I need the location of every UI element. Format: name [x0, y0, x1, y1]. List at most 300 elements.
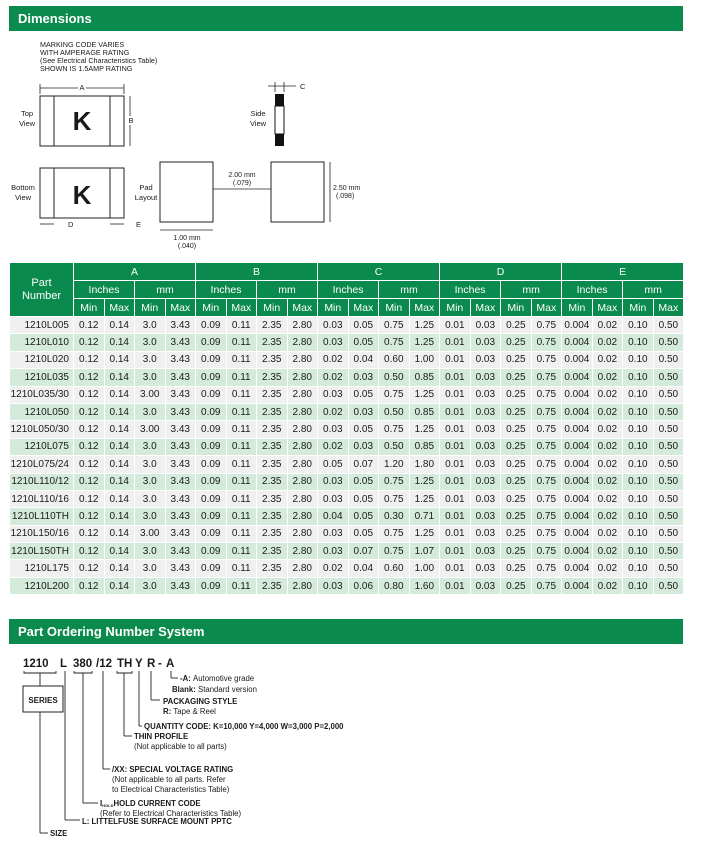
table-cell: 0.05	[348, 334, 379, 351]
table-cell: 2.80	[287, 334, 318, 351]
table-cell: 0.09	[196, 577, 227, 594]
code-part-voltage: /12	[96, 658, 112, 670]
table-cell: 1.07	[409, 543, 440, 560]
table-cell: 3.0	[135, 351, 166, 368]
dimensions-table-header	[10, 263, 684, 317]
table-cell: 1.25	[409, 421, 440, 438]
pad-layout-label-2: Layout	[134, 193, 158, 202]
table-cell: 1.25	[409, 386, 440, 403]
part-number-cell: 1210L150/16	[10, 525, 74, 542]
table-cell: 0.03	[318, 386, 349, 403]
table-cell: 2.80	[287, 490, 318, 507]
table-cell: 1.80	[409, 456, 440, 473]
table-row	[10, 473, 684, 490]
hold-current-title: IHOLDHOLD CURRENT CODE	[100, 799, 201, 808]
table-cell: 0.03	[318, 334, 349, 351]
voltage-desc-1: (Not applicable to all parts. Refer	[112, 775, 226, 784]
table-cell: 0.03	[348, 438, 379, 455]
table-cell: 2.80	[287, 438, 318, 455]
voltage-title: /XX: SPECIAL VOLTAGE RATING	[112, 765, 234, 774]
part-number-header: Part Number	[10, 263, 74, 317]
table-cell: 0.01	[440, 438, 471, 455]
table-cell: 2.80	[287, 421, 318, 438]
dim-c-label: C	[300, 82, 306, 91]
table-cell: 0.004	[562, 403, 593, 420]
ordering-section-header: Part Ordering Number System	[9, 619, 683, 644]
table-cell: 0.12	[74, 490, 105, 507]
table-cell: 3.0	[135, 317, 166, 334]
table-cell: 0.03	[470, 386, 501, 403]
table-cell: 0.75	[531, 525, 562, 542]
table-cell: 0.75	[379, 386, 410, 403]
table-cell: 0.14	[104, 456, 135, 473]
table-cell: 0.03	[348, 403, 379, 420]
table-cell: 0.75	[531, 317, 562, 334]
minmax-header-e-mm-max: Max	[653, 299, 684, 317]
table-cell: 0.02	[318, 560, 349, 577]
table-cell: 0.03	[348, 369, 379, 386]
table-row	[10, 438, 684, 455]
table-cell: 0.25	[501, 543, 532, 560]
side-view-label-1: Side	[250, 109, 266, 118]
table-cell: 1.25	[409, 317, 440, 334]
table-cell: 0.04	[348, 560, 379, 577]
table-cell: 0.03	[318, 577, 349, 594]
table-cell: 0.50	[653, 577, 684, 594]
table-cell: 0.12	[74, 403, 105, 420]
table-cell: 1.25	[409, 473, 440, 490]
table-cell: 0.01	[440, 369, 471, 386]
table-cell: 0.50	[653, 369, 684, 386]
part-number-cell: 1210L075/24	[10, 456, 74, 473]
table-cell: 0.09	[196, 351, 227, 368]
table-cell: 0.004	[562, 317, 593, 334]
table-cell: 2.80	[287, 543, 318, 560]
table-cell: 0.11	[226, 543, 257, 560]
dim-b-label: B	[128, 116, 134, 125]
table-cell: 0.09	[196, 369, 227, 386]
pad-height-in: (.098)	[336, 193, 355, 200]
table-cell: 0.14	[104, 490, 135, 507]
table-cell: 0.03	[470, 473, 501, 490]
table-cell: 0.01	[440, 543, 471, 560]
table-cell: 1.00	[409, 560, 440, 577]
dimensions-table	[9, 262, 684, 595]
table-cell: 0.12	[74, 369, 105, 386]
group-header-c: C	[318, 263, 440, 281]
table-cell: 0.25	[501, 403, 532, 420]
table-cell: 0.50	[379, 403, 410, 420]
table-cell: 0.12	[74, 543, 105, 560]
table-cell: 0.05	[348, 317, 379, 334]
voltage-desc-2: to Electrical Characteristics Table)	[112, 785, 230, 794]
part-number-cell: 1210L020	[10, 351, 74, 368]
table-cell: 0.12	[74, 473, 105, 490]
table-cell: 0.11	[226, 334, 257, 351]
table-cell: 0.004	[562, 543, 593, 560]
table-cell: 0.50	[653, 421, 684, 438]
table-cell: 2.35	[257, 386, 288, 403]
table-cell: 0.04	[318, 508, 349, 525]
pad-left	[160, 162, 213, 222]
bottom-view-label-1: Bottom	[11, 183, 35, 192]
table-cell: 1.25	[409, 490, 440, 507]
table-cell: 1.25	[409, 525, 440, 542]
table-cell: 0.03	[470, 334, 501, 351]
table-cell: 0.75	[379, 490, 410, 507]
table-cell: 0.50	[653, 490, 684, 507]
table-cell: 0.11	[226, 421, 257, 438]
table-row	[10, 421, 684, 438]
table-cell: 0.07	[348, 456, 379, 473]
part-number-cell: 1210L150TH	[10, 543, 74, 560]
table-cell: 3.43	[165, 560, 196, 577]
table-cell: 0.12	[74, 508, 105, 525]
table-cell: 2.80	[287, 560, 318, 577]
table-cell: 0.25	[501, 560, 532, 577]
part-number-cell: 1210L110/16	[10, 490, 74, 507]
table-cell: 0.11	[226, 508, 257, 525]
table-cell: 0.03	[470, 456, 501, 473]
table-cell: 0.11	[226, 456, 257, 473]
table-cell: 2.35	[257, 334, 288, 351]
code-part-dash: -	[158, 658, 162, 670]
table-cell: 0.60	[379, 560, 410, 577]
table-row	[10, 525, 684, 542]
table-cell: 0.03	[318, 525, 349, 542]
table-cell: 0.25	[501, 473, 532, 490]
table-cell: 2.80	[287, 508, 318, 525]
table-row	[10, 403, 684, 420]
table-cell: 0.05	[348, 508, 379, 525]
table-row	[10, 317, 684, 334]
table-cell: 0.10	[623, 560, 654, 577]
table-cell: 0.50	[653, 334, 684, 351]
table-cell: 0.02	[592, 351, 623, 368]
table-cell: 0.14	[104, 543, 135, 560]
table-cell: 3.43	[165, 334, 196, 351]
table-cell: 0.14	[104, 317, 135, 334]
table-cell: 3.0	[135, 334, 166, 351]
minmax-header-c-mm-max: Max	[409, 299, 440, 317]
minmax-header-d-in-max: Max	[470, 299, 501, 317]
table-cell: 0.12	[74, 386, 105, 403]
minmax-header-c-mm-min: Min	[379, 299, 410, 317]
table-cell: 0.01	[440, 473, 471, 490]
table-cell: 3.43	[165, 456, 196, 473]
thin-profile-desc: (Not applicable to all parts)	[134, 742, 227, 751]
table-cell: 0.02	[318, 369, 349, 386]
part-number-cell: 1210L110/12	[10, 473, 74, 490]
table-cell: 0.004	[562, 386, 593, 403]
table-cell: 0.75	[531, 351, 562, 368]
table-cell: 0.09	[196, 386, 227, 403]
table-cell: 0.03	[470, 369, 501, 386]
code-part-a: A	[166, 658, 175, 670]
minmax-header-e-mm-min: Min	[623, 299, 654, 317]
table-cell: 0.03	[318, 490, 349, 507]
table-cell: 3.0	[135, 403, 166, 420]
table-cell: 0.14	[104, 421, 135, 438]
pad-width-mm: 1.00 mm	[173, 235, 201, 242]
table-cell: 2.35	[257, 543, 288, 560]
table-cell: 0.75	[531, 490, 562, 507]
table-row	[10, 543, 684, 560]
minmax-header-d-in-min: Min	[440, 299, 471, 317]
top-view-label-1: Top	[20, 109, 34, 118]
part-number-cell: 1210L035/30	[10, 386, 74, 403]
table-cell: 0.25	[501, 525, 532, 542]
table-cell: 0.03	[470, 317, 501, 334]
table-cell: 0.12	[74, 560, 105, 577]
table-cell: 0.50	[653, 456, 684, 473]
table-cell: 0.75	[379, 525, 410, 542]
table-cell: 0.02	[318, 438, 349, 455]
marking-note-line-4: SHOWN IS 1.5AMP RATING	[40, 64, 133, 73]
minmax-header-a-in-max: Max	[104, 299, 135, 317]
table-cell: 0.01	[440, 351, 471, 368]
table-cell: 0.09	[196, 421, 227, 438]
table-cell: 0.09	[196, 508, 227, 525]
table-cell: 3.0	[135, 543, 166, 560]
table-cell: 0.02	[592, 490, 623, 507]
table-cell: 3.00	[135, 525, 166, 542]
minmax-header-d-mm-max: Max	[531, 299, 562, 317]
top-view-marking: K	[72, 106, 92, 136]
table-cell: 0.75	[531, 456, 562, 473]
table-cell: 1.20	[379, 456, 410, 473]
table-cell: 3.43	[165, 577, 196, 594]
table-cell: 3.43	[165, 543, 196, 560]
table-cell: 0.12	[74, 351, 105, 368]
table-cell: 0.25	[501, 386, 532, 403]
table-cell: 0.07	[348, 543, 379, 560]
table-cell: 0.80	[379, 577, 410, 594]
table-cell: 0.01	[440, 317, 471, 334]
side-view-component	[275, 94, 284, 146]
table-cell: 0.01	[440, 334, 471, 351]
table-cell: 0.50	[653, 473, 684, 490]
table-cell: 0.75	[379, 543, 410, 560]
code-part-pkg: R	[147, 658, 156, 670]
table-row	[10, 456, 684, 473]
table-cell: 2.80	[287, 351, 318, 368]
table-cell: 0.02	[592, 560, 623, 577]
table-cell: 0.12	[74, 317, 105, 334]
unit-header-c-inches: Inches	[318, 281, 379, 299]
table-cell: 0.25	[501, 508, 532, 525]
table-cell: 0.09	[196, 334, 227, 351]
table-cell: 0.11	[226, 577, 257, 594]
table-cell: 0.02	[592, 317, 623, 334]
table-cell: 0.02	[592, 421, 623, 438]
dimensions-section-header: Dimensions	[9, 6, 683, 31]
table-cell: 0.11	[226, 490, 257, 507]
standard-line: Blank: Standard version	[172, 685, 257, 694]
minmax-header-b-in-max: Max	[226, 299, 257, 317]
table-cell: 0.004	[562, 473, 593, 490]
table-cell: 0.05	[348, 473, 379, 490]
minmax-header-c-in-max: Max	[348, 299, 379, 317]
table-cell: 2.80	[287, 525, 318, 542]
table-cell: 0.14	[104, 560, 135, 577]
table-cell: 0.85	[409, 403, 440, 420]
code-part-hold: 380	[73, 658, 93, 670]
table-cell: 0.02	[592, 456, 623, 473]
table-cell: 0.004	[562, 577, 593, 594]
table-cell: 0.11	[226, 386, 257, 403]
table-cell: 0.25	[501, 577, 532, 594]
table-cell: 0.75	[531, 508, 562, 525]
group-header-a: A	[74, 263, 196, 281]
table-cell: 0.12	[74, 438, 105, 455]
table-cell: 0.12	[74, 577, 105, 594]
table-cell: 3.0	[135, 560, 166, 577]
table-cell: 3.00	[135, 386, 166, 403]
packaging-desc: R: Tape & Reel	[163, 707, 216, 716]
part-number-cell: 1210L005	[10, 317, 74, 334]
table-cell: 0.01	[440, 560, 471, 577]
minmax-header-b-mm-max: Max	[287, 299, 318, 317]
table-cell: 0.09	[196, 473, 227, 490]
table-cell: 3.0	[135, 508, 166, 525]
table-cell: 0.50	[653, 386, 684, 403]
table-cell: 0.25	[501, 369, 532, 386]
table-cell: 0.03	[318, 421, 349, 438]
table-cell: 2.35	[257, 473, 288, 490]
table-cell: 0.03	[470, 351, 501, 368]
part-number-cell: 1210L200	[10, 577, 74, 594]
table-cell: 0.10	[623, 525, 654, 542]
pad-width-in: (.040)	[177, 243, 197, 250]
table-cell: 0.05	[348, 490, 379, 507]
table-cell: 0.25	[501, 351, 532, 368]
table-cell: 0.10	[623, 351, 654, 368]
table-cell: 0.02	[592, 508, 623, 525]
unit-header-c-mm: mm	[379, 281, 440, 299]
table-cell: 2.35	[257, 369, 288, 386]
bottom-view-marking: K	[72, 180, 92, 210]
table-cell: 0.14	[104, 351, 135, 368]
table-cell: 0.03	[318, 543, 349, 560]
table-cell: 3.43	[165, 421, 196, 438]
part-number-cell: 1210L110TH	[10, 508, 74, 525]
code-part-qty: Y	[135, 658, 143, 670]
unit-header-row	[10, 281, 684, 299]
table-cell: 0.75	[531, 369, 562, 386]
table-cell: 0.004	[562, 421, 593, 438]
dimensions-drawing	[0, 34, 704, 260]
table-cell: 3.43	[165, 525, 196, 542]
table-cell: 0.50	[379, 369, 410, 386]
table-cell: 0.05	[318, 456, 349, 473]
minmax-header-b-in-min: Min	[196, 299, 227, 317]
table-cell: 0.75	[531, 577, 562, 594]
dimensions-table-body	[10, 317, 684, 595]
table-cell: 0.05	[348, 386, 379, 403]
table-cell: 3.43	[165, 508, 196, 525]
table-cell: 0.03	[470, 560, 501, 577]
table-cell: 0.02	[592, 473, 623, 490]
dim-d-label: D	[68, 220, 74, 229]
unit-header-b-inches: Inches	[196, 281, 257, 299]
table-row	[10, 369, 684, 386]
table-cell: 0.10	[623, 473, 654, 490]
table-cell: 0.75	[531, 334, 562, 351]
unit-header-d-mm: mm	[501, 281, 562, 299]
table-cell: 0.10	[623, 334, 654, 351]
table-cell: 0.10	[623, 490, 654, 507]
minmax-header-b-mm-min: Min	[257, 299, 288, 317]
minmax-header-d-mm-min: Min	[501, 299, 532, 317]
table-cell: 0.04	[348, 351, 379, 368]
table-cell: 0.10	[623, 456, 654, 473]
code-part-thin: TH	[117, 658, 133, 670]
table-cell: 2.35	[257, 421, 288, 438]
table-cell: 0.50	[379, 438, 410, 455]
table-cell: 0.50	[653, 317, 684, 334]
part-number-cell: 1210L050/30	[10, 421, 74, 438]
table-cell: 0.50	[653, 438, 684, 455]
table-cell: 0.25	[501, 456, 532, 473]
table-cell: 3.43	[165, 438, 196, 455]
dim-a-label: A	[79, 83, 85, 92]
code-part-size: 1210	[23, 658, 49, 670]
table-cell: 0.75	[531, 421, 562, 438]
table-cell: 0.004	[562, 351, 593, 368]
table-cell: 2.35	[257, 508, 288, 525]
table-cell: 3.43	[165, 473, 196, 490]
minmax-header-e-in-max: Max	[592, 299, 623, 317]
table-cell: 0.50	[653, 403, 684, 420]
table-cell: 2.35	[257, 456, 288, 473]
table-cell: 0.75	[379, 473, 410, 490]
table-row	[10, 577, 684, 594]
table-cell: 0.11	[226, 525, 257, 542]
table-cell: 1.00	[409, 351, 440, 368]
table-cell: 0.03	[470, 525, 501, 542]
table-cell: 3.0	[135, 438, 166, 455]
table-cell: 3.00	[135, 421, 166, 438]
minmax-header-a-mm-min: Min	[135, 299, 166, 317]
size-title: SIZE	[50, 829, 68, 838]
table-cell: 0.01	[440, 490, 471, 507]
pad-gap-in: (.079)	[232, 180, 252, 187]
minmax-header-a-in-min: Min	[74, 299, 105, 317]
quantity-code: QUANTITY CODE: K=10,000 Y=4,000 W=3,000 P=2,000	[144, 722, 344, 731]
table-cell: 0.25	[501, 421, 532, 438]
table-cell: 2.35	[257, 560, 288, 577]
packaging-title: PACKAGING STYLE	[163, 697, 238, 706]
table-cell: 2.35	[257, 403, 288, 420]
table-cell: 0.75	[531, 403, 562, 420]
pad-height-mm: 2.50 mm	[333, 185, 361, 192]
table-row	[10, 508, 684, 525]
table-cell: 0.02	[592, 386, 623, 403]
table-cell: 0.02	[318, 403, 349, 420]
table-cell: 0.25	[501, 334, 532, 351]
table-cell: 0.50	[653, 560, 684, 577]
table-cell: 0.75	[531, 560, 562, 577]
table-cell: 2.80	[287, 317, 318, 334]
unit-header-a-inches: Inches	[74, 281, 135, 299]
table-cell: 3.43	[165, 369, 196, 386]
table-cell: 0.11	[226, 473, 257, 490]
table-cell: 0.50	[653, 351, 684, 368]
part-number-cell: 1210L035	[10, 369, 74, 386]
table-cell: 0.11	[226, 317, 257, 334]
table-cell: 3.43	[165, 403, 196, 420]
